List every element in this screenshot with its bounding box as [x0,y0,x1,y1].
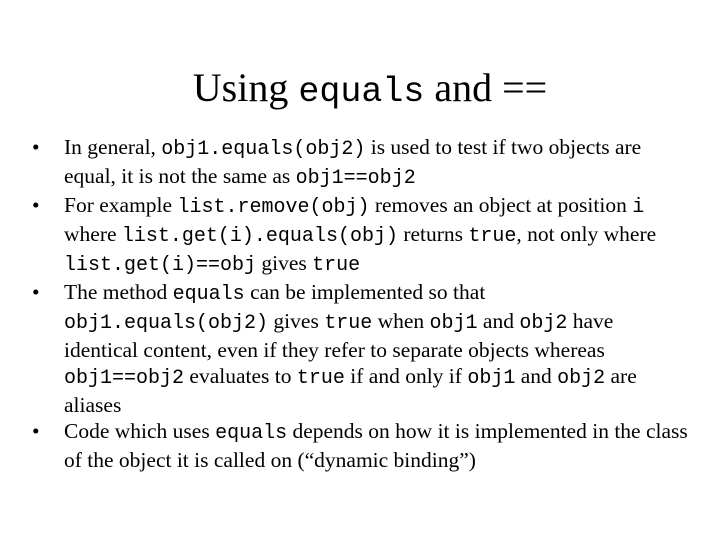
code-fragment: obj1.equals(obj2) [161,138,366,161]
code-fragment: list.get(i).equals(obj) [121,225,398,248]
text-fragment: where [64,222,122,246]
code-fragment: equals [215,422,288,445]
text-fragment: depends on how it is implemented in the class of the object it is called on (“dynamic binding”) [64,419,688,472]
code-fragment: equals [172,283,245,306]
bullet-dot-icon: • [32,193,40,217]
text-fragment: when [372,309,430,333]
text-fragment: returns [397,222,469,246]
bullet-dot-icon: • [32,419,40,443]
code-fragment: obj1==obj2 [295,167,416,190]
code-fragment: list.remove(obj) [177,196,370,219]
code-fragment: true [324,312,373,335]
text-fragment: The method [64,280,173,304]
code-fragment: list.get(i)==obj [64,254,257,277]
text-fragment: In general, [64,135,162,159]
title-text-end: and == [424,65,548,110]
bullet-dot-icon: • [32,280,40,304]
text-fragment: if and only if [344,364,468,388]
code-fragment: obj1.equals(obj2) [64,312,269,335]
text-fragment: and [477,309,520,333]
code-fragment: i [632,196,645,219]
code-fragment: obj1 [429,312,478,335]
bullet-item [32,418,692,473]
bullet-list [32,134,692,473]
code-fragment: obj2 [557,367,606,390]
code-fragment: obj1==obj2 [64,367,185,390]
text-fragment: , not only where [516,222,657,246]
text-fragment: and [515,364,558,388]
text-fragment: is used to test if two objects are equal, it is not the same as [64,135,642,188]
text-fragment: have identical content, even if they refer to separate objects whereas [64,309,614,362]
text-fragment: gives [268,309,325,333]
title-code-equals: equals [298,72,425,112]
bullet-item [32,192,692,279]
bullet-dot-icon: • [32,135,40,159]
text-fragment: can be implemented so that [244,280,486,304]
text-fragment: evaluates to [184,364,297,388]
bullet-item [32,279,692,418]
text-fragment: removes an object at position [369,193,633,217]
code-fragment: true [468,225,517,248]
code-fragment: obj2 [519,312,568,335]
code-fragment: true [312,254,361,277]
code-fragment: true [296,367,345,390]
bullet-item [32,134,692,192]
text-fragment: are aliases [64,364,637,417]
slide-title [0,64,720,116]
title-text-start: Using [192,65,299,110]
text-fragment: gives [256,251,313,275]
code-fragment: obj1 [467,367,516,390]
text-fragment: For example [64,193,178,217]
text-fragment: Code which uses [64,419,216,443]
